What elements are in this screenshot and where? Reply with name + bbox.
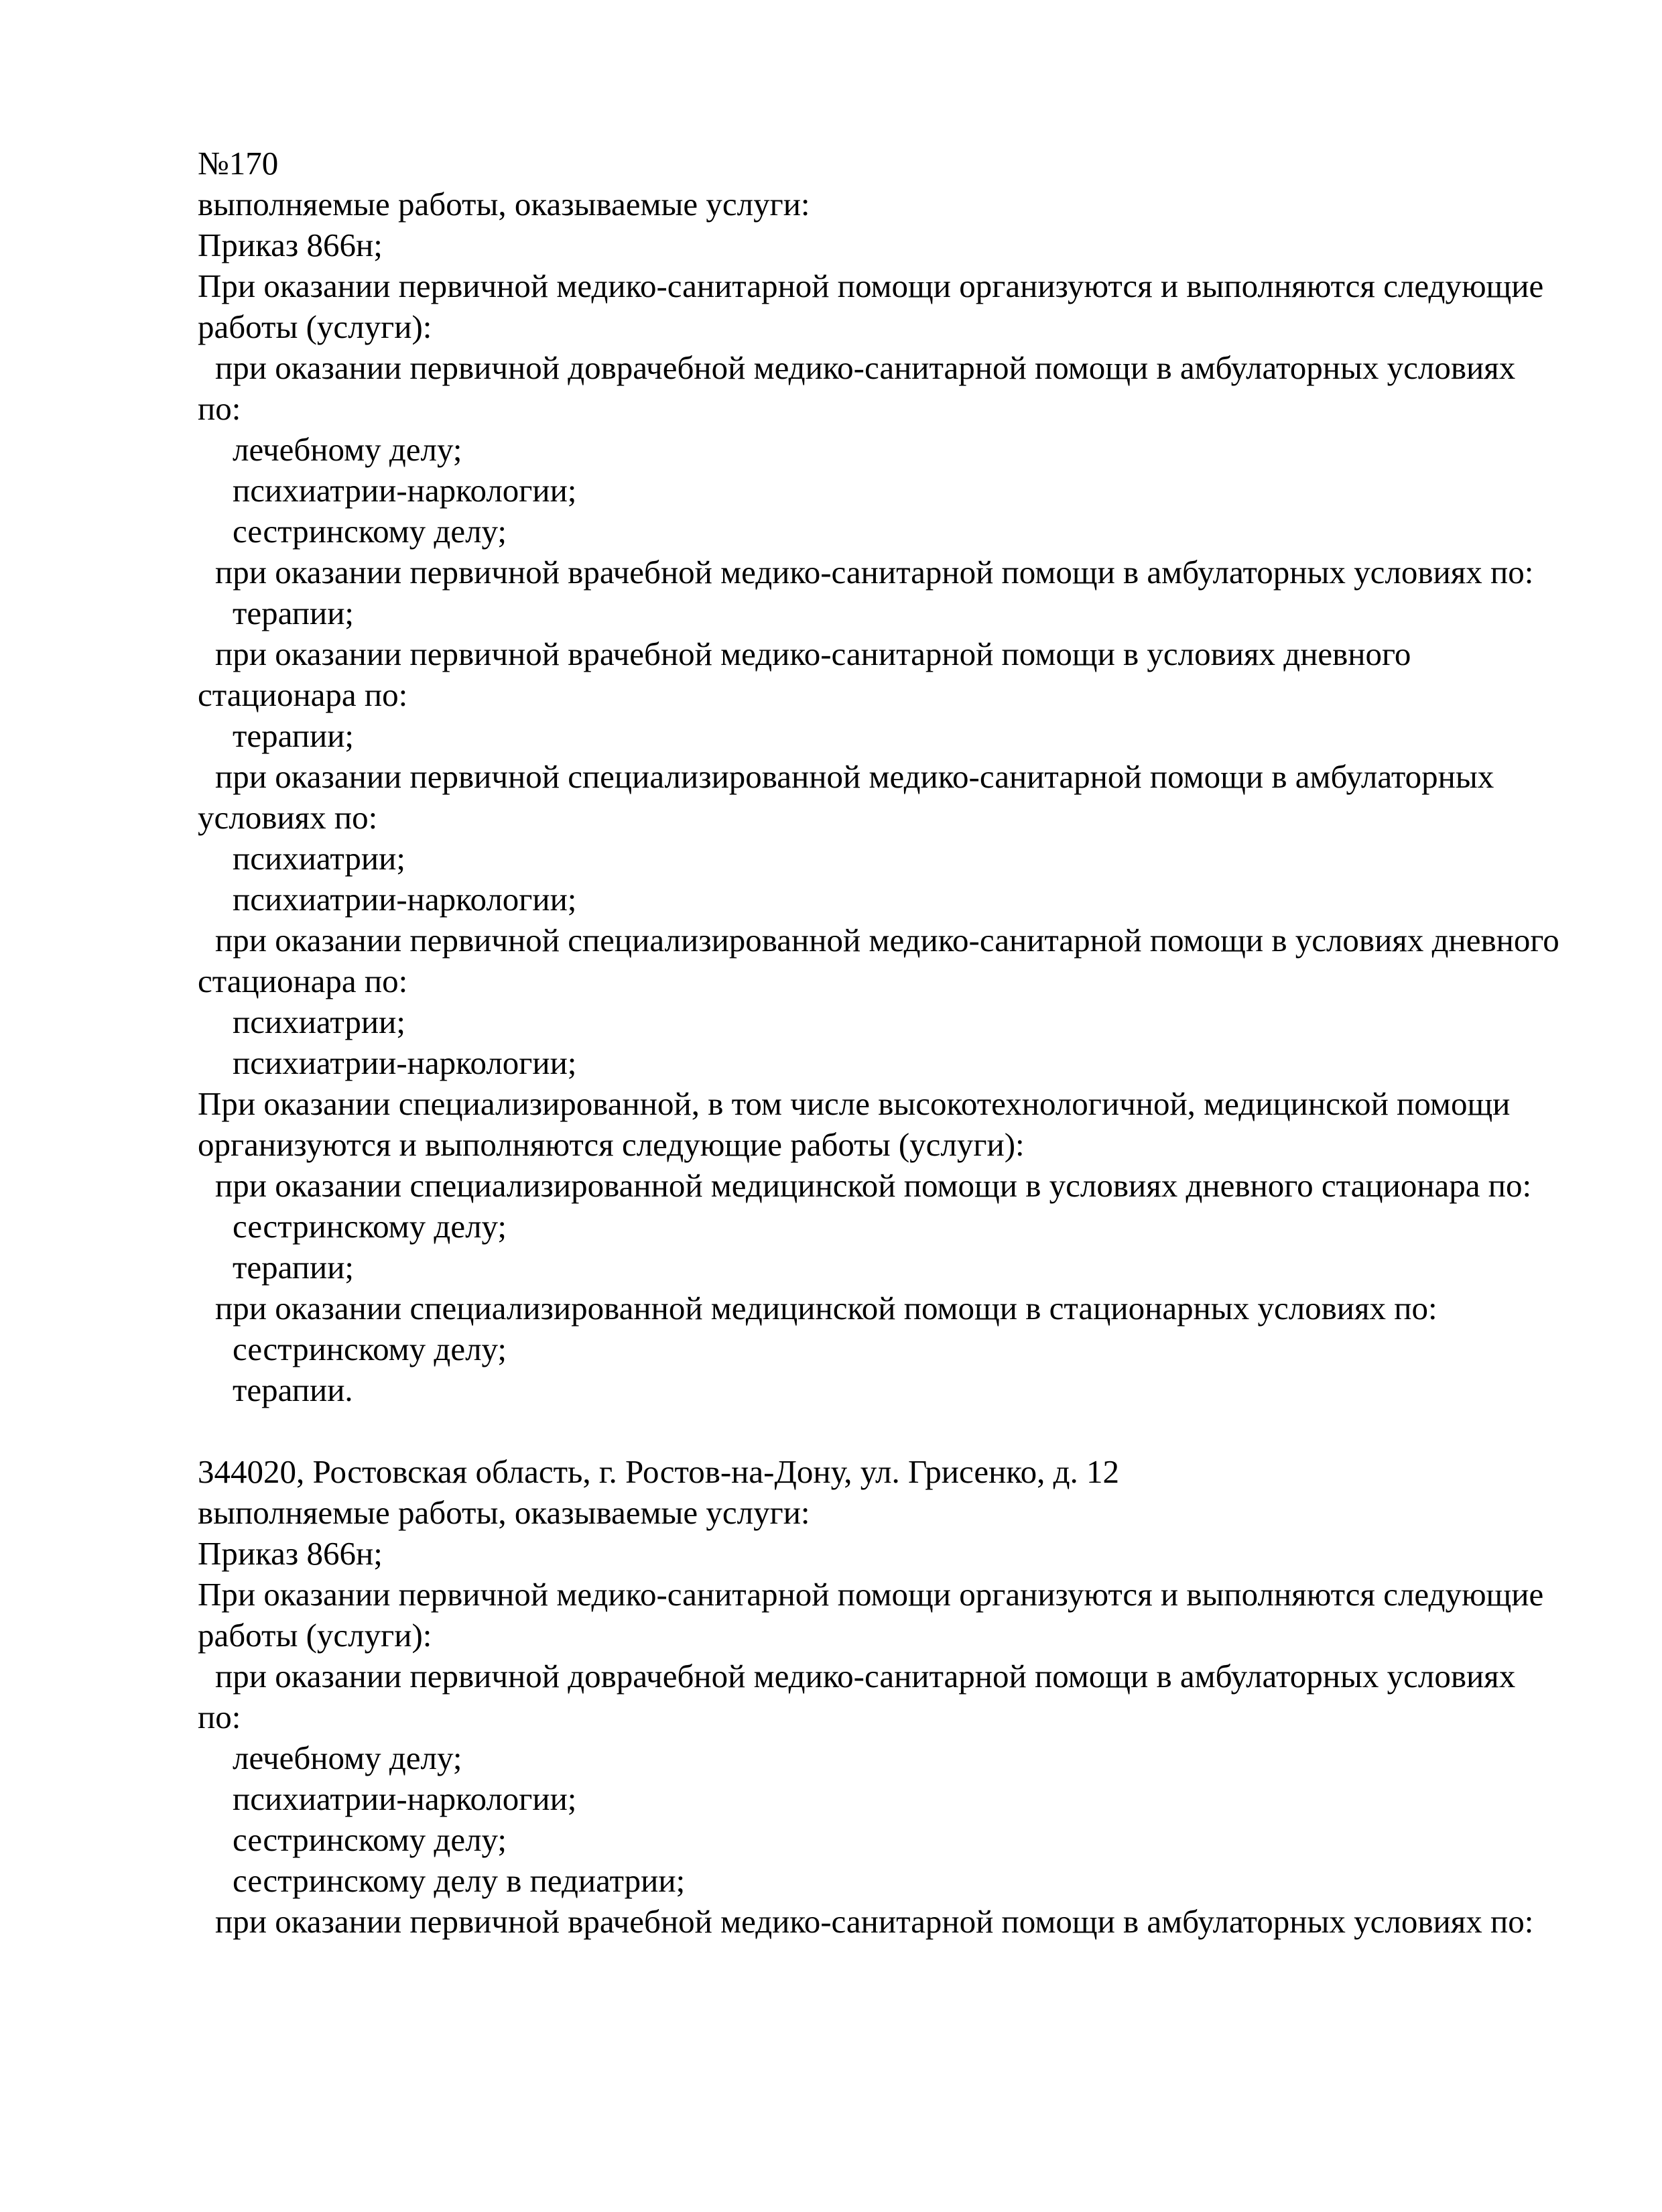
document-line: Приказ 866н; [198,227,383,263]
document-line: сестринскому делу; [233,1821,507,1858]
document-line: при оказании первичной врачебной медико-санитарной помощи в амбулаторных условиях по: [215,554,1534,591]
document-line: работы (услуги): [198,1617,432,1654]
document-line: выполняемые работы, оказываемые услуги: [198,186,810,223]
document-line: стационара по: [198,676,408,713]
document-line: При оказании первичной медико-санитарной помощи организуются и выполняются следующие [198,267,1544,304]
document-line: при оказании специализированной медицинской помощи в условиях дневного стационара по: [215,1167,1532,1204]
document-line: при оказании первичной доврачебной медико-санитарной помощи в амбулаторных условиях [215,1658,1516,1695]
document-line: при оказании первичной врачебной медико-санитарной помощи в амбулаторных условиях по: [215,1903,1534,1940]
document-line: При оказании специализированной, в том числе высокотехнологичной, медицинской помощи [198,1085,1511,1122]
document-line: №170 [198,145,279,182]
document-line: терапии; [233,595,355,631]
document-line: терапии; [233,717,355,754]
document-line: лечебному делу; [233,431,462,468]
document-line: сестринскому делу; [233,513,507,550]
document-line: 344020, Ростовская область, г. Ростов-на-Дону, ул. Грисенко, д. 12 [198,1453,1120,1490]
document-line: Приказ 866н; [198,1535,383,1572]
document-line: терапии; [233,1249,355,1286]
document-line: при оказании первичной доврачебной медико-санитарной помощи в амбулаторных условиях [215,349,1516,386]
document-line [198,1410,1598,1451]
document-line: сестринскому делу; [233,1208,507,1245]
document-line: психиатрии; [233,1003,405,1040]
document-line: при оказании специализированной медицинской помощи в стационарных условиях по: [215,1290,1437,1327]
document-line: по: [198,390,241,427]
document-line: психиатрии; [233,840,405,877]
document-line: сестринскому делу; [233,1331,507,1367]
document-line: условиях по: [198,799,378,836]
document-line: при оказании первичной врачебной медико-санитарной помощи в условиях дневного [215,635,1411,672]
document-line: лечебному делу; [233,1739,462,1776]
document-line: психиатрии-наркологии; [233,881,577,918]
document-line: по: [198,1699,241,1735]
document-line: психиатрии-наркологии; [233,1780,577,1817]
document-line: при оказании первичной специализированной медико-санитарной помощи в амбулаторных [215,758,1494,795]
document-line: психиатрии-наркологии; [233,1044,577,1081]
document-line: психиатрии-наркологии; [233,472,577,509]
document-line: работы (услуги): [198,308,432,345]
document-line: сестринскому делу в педиатрии; [233,1862,686,1899]
document-line: стационара по: [198,963,408,999]
document-line: терапии. [233,1371,353,1408]
document-line: при оказании первичной специализированной медико-санитарной помощи в условиях дневного [215,922,1559,959]
document-text [198,143,1598,1942]
document-line: организуются и выполняются следующие работы (услуги): [198,1126,1025,1163]
document-line: При оказании первичной медико-санитарной помощи организуются и выполняются следующие [198,1576,1544,1613]
document-line: выполняемые работы, оказываемые услуги: [198,1494,810,1531]
